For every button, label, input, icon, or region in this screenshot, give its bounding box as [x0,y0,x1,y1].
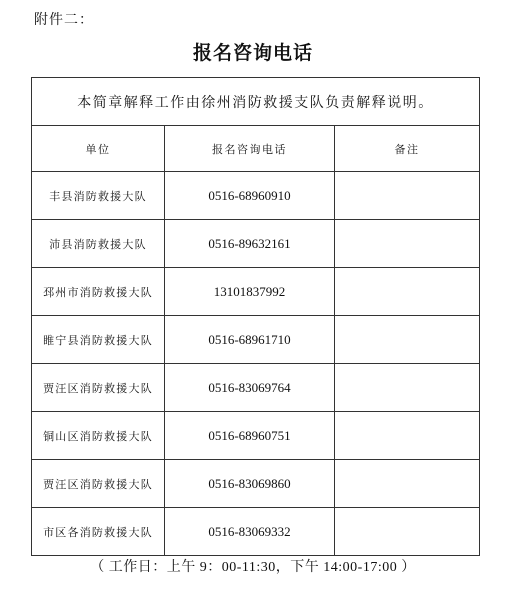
phone-number: 0516-68960751 [165,412,335,460]
unit-name: 铜山区消防救援大队 [32,412,165,460]
phone-number: 0516-68960910 [165,172,335,220]
remark-cell [335,220,480,268]
table-row [32,316,480,364]
unit-name: 丰县消防救援大队 [32,172,165,220]
phone-number: 0516-83069764 [165,364,335,412]
unit-name: 沛县消防救援大队 [32,220,165,268]
phone-number: 13101837992 [165,268,335,316]
header-phone: 报名咨询电话 [165,126,335,172]
unit-name: 贾汪区消防救援大队 [32,364,165,412]
phone-number: 0516-89632161 [165,220,335,268]
unit-name: 市区各消防救援大队 [32,508,165,556]
table-note-row [32,78,480,126]
table-row [32,460,480,508]
phone-number: 0516-83069332 [165,508,335,556]
contact-table [31,77,480,556]
unit-name: 睢宁县消防救援大队 [32,316,165,364]
phone-number: 0516-83069860 [165,460,335,508]
header-unit: 单位 [32,126,165,172]
unit-name: 贾汪区消防救援大队 [32,460,165,508]
remark-cell [335,508,480,556]
table-row [32,172,480,220]
remark-cell [335,172,480,220]
remark-cell [335,412,480,460]
unit-name: 邳州市消防救援大队 [32,268,165,316]
remark-cell [335,460,480,508]
table-row [32,220,480,268]
remark-cell [335,316,480,364]
table-row [32,268,480,316]
phone-number: 0516-68961710 [165,316,335,364]
explanation-note: 本简章解释工作由徐州消防救援支队负责解释说明。 [32,78,480,126]
attachment-label: 附件二： [34,12,94,28]
remark-cell [335,364,480,412]
working-hours-note: （ 工作日：上午 9：00-11:30，下午 14:00-17:00 ） [90,560,416,575]
header-remark: 备注 [335,126,480,172]
table-row [32,508,480,556]
table-row [32,412,480,460]
remark-cell [335,268,480,316]
table-header-row [32,126,480,172]
table-row [32,364,480,412]
page-title: 报名咨询电话 [192,42,313,64]
